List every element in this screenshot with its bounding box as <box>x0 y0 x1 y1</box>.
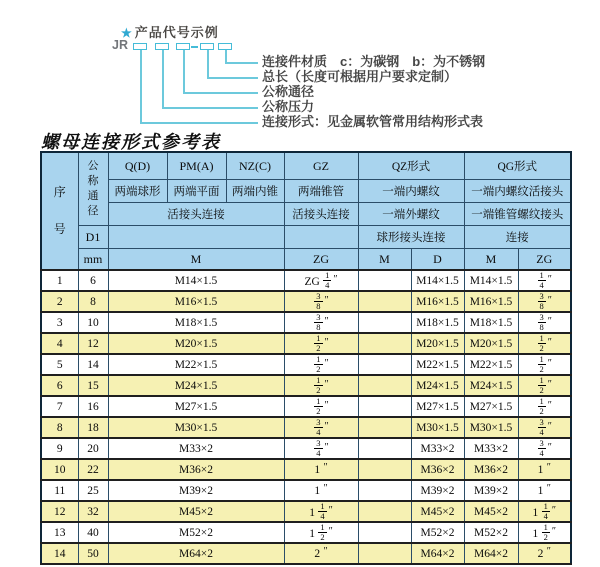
unit-mm: mm <box>78 249 108 271</box>
fraction: $\frac{3}{8}$ <box>316 291 321 311</box>
table-cell: M24×1.5 <box>464 375 518 396</box>
inch-mark: ″ <box>547 316 552 328</box>
col-header-seq-label: 序号 <box>53 184 66 236</box>
table-cell: M45×2 <box>464 501 518 522</box>
inch-mark: ″ <box>323 462 328 474</box>
table-cell: 8 <box>41 417 78 438</box>
table-cell <box>358 333 411 354</box>
table-cell: 1 ″ <box>284 480 358 501</box>
connector-line <box>207 50 209 78</box>
subheader2-qz: 一端外螺纹 <box>358 203 464 226</box>
table-cell: M14×1.5 <box>108 270 284 291</box>
table-cell: 5 <box>41 354 78 375</box>
table-cell <box>518 438 571 459</box>
table-cell: M14×1.5 <box>411 270 464 291</box>
table-cell <box>358 459 411 480</box>
unit-m-qg: M <box>464 249 518 271</box>
table-cell: 4 <box>41 333 78 354</box>
table-row <box>41 480 571 501</box>
table-cell: 2 <box>41 291 78 312</box>
table-cell: M39×2 <box>108 480 284 501</box>
code-prefix: JR <box>112 38 128 52</box>
table-cell: M33×2 <box>411 438 464 459</box>
col-header-qg: QG形式 <box>464 152 571 180</box>
table-cell: M22×1.5 <box>464 354 518 375</box>
unit-m-qz: M <box>358 249 411 271</box>
table-cell: M64×2 <box>108 543 284 564</box>
fraction: $\frac{3}{8}$ <box>316 312 321 332</box>
table-cell <box>284 417 358 438</box>
fraction: $\frac{1}{2}$ <box>539 375 544 395</box>
table-cell: M27×1.5 <box>464 396 518 417</box>
table-cell: 15 <box>78 375 108 396</box>
diagram-label-connection: 连接形式：见金属软管常用结构形式表 <box>262 114 484 129</box>
table-cell: M64×2 <box>411 543 464 564</box>
table-cell: 10 <box>41 459 78 480</box>
table-cell <box>358 480 411 501</box>
diagram-label-pressure: 公称压力 <box>262 99 315 114</box>
table-cell: M52×2 <box>411 522 464 543</box>
table-cell: 32 <box>78 501 108 522</box>
table-cell: 2 ″ <box>518 543 571 564</box>
table-row <box>41 333 571 354</box>
table-row <box>41 522 571 543</box>
subheader-qz: 一端内螺纹 <box>358 180 464 203</box>
table-row <box>41 417 571 438</box>
code-dash <box>191 46 198 48</box>
fraction: $\frac{1}{2}$ <box>539 333 544 353</box>
table-cell: 16 <box>78 396 108 417</box>
inch-mark: ″ <box>547 358 552 370</box>
inch-mark: ″ <box>324 379 329 391</box>
table-cell <box>284 438 358 459</box>
table-row <box>41 270 571 291</box>
table-cell: 3 <box>41 312 78 333</box>
col-header-seq <box>41 152 78 270</box>
col-header-q: Q(D) <box>108 152 167 180</box>
connector-line <box>183 50 185 93</box>
table-row <box>41 312 571 333</box>
table-cell: 1 $\frac{1}{4}$ ″ <box>518 501 571 522</box>
subheader-pm: 两端平面 <box>167 180 226 203</box>
inch-mark: ″ <box>324 337 329 349</box>
table-row <box>41 438 571 459</box>
table-cell <box>358 396 411 417</box>
fraction: $\frac{1}{2}$ <box>320 522 325 542</box>
diagram-heading <box>121 22 219 41</box>
fraction: $\frac{1}{4}$ <box>543 501 548 521</box>
subheader2-qg: 一端锥管螺纹接头 <box>464 203 571 226</box>
subheader-qg: 一端内螺纹活接头 <box>464 180 571 203</box>
unit-d-qz: D <box>411 249 464 271</box>
table-cell: M30×1.5 <box>108 417 284 438</box>
table-title: 螺母连接形式参考表 <box>41 132 221 152</box>
table-cell: 22 <box>78 459 108 480</box>
table-cell: M36×2 <box>411 459 464 480</box>
inch-mark: ″ <box>547 295 552 307</box>
table-cell: M20×1.5 <box>411 333 464 354</box>
table-cell: 40 <box>78 522 108 543</box>
code-box-3 <box>176 43 190 50</box>
table-cell <box>358 543 411 564</box>
table-cell <box>358 438 411 459</box>
conn-type-qg: 连接 <box>464 226 571 249</box>
table-cell: 12 <box>78 333 108 354</box>
col-header-d1: D1 <box>78 226 108 249</box>
table-cell: 9 <box>41 438 78 459</box>
table-cell <box>518 375 571 396</box>
table-cell: M16×1.5 <box>464 291 518 312</box>
table-cell: M30×1.5 <box>411 417 464 438</box>
table-cell: 13 <box>41 522 78 543</box>
code-box-1 <box>133 43 147 50</box>
table-cell: 6 <box>41 375 78 396</box>
table-cell: M45×2 <box>108 501 284 522</box>
table-cell: M16×1.5 <box>108 291 284 312</box>
table-cell: 7 <box>41 396 78 417</box>
table-cell: 25 <box>78 480 108 501</box>
code-box-4 <box>200 43 214 50</box>
table-cell: ZG $\frac{1}{4}$ ″ <box>284 270 358 291</box>
table-cell: M52×2 <box>464 522 518 543</box>
col-header-dn <box>78 152 108 226</box>
table-row <box>41 543 571 564</box>
table-row <box>41 354 571 375</box>
inch-mark: ″ <box>547 442 552 454</box>
inch-mark: ″ <box>328 526 333 538</box>
table-cell: 50 <box>78 543 108 564</box>
inch-mark: ″ <box>546 483 551 495</box>
table-cell <box>518 312 571 333</box>
table-row <box>41 375 571 396</box>
table-cell: M39×2 <box>464 480 518 501</box>
table-cell: M22×1.5 <box>108 354 284 375</box>
subheader-nz: 两端内锥 <box>226 180 284 203</box>
table-cell <box>518 417 571 438</box>
table-cell <box>518 291 571 312</box>
table-cell: M16×1.5 <box>411 291 464 312</box>
star-icon: ★ <box>121 26 133 40</box>
fraction: $\frac{1}{2}$ <box>316 396 321 416</box>
inch-mark: ″ <box>323 546 328 558</box>
diagram-label-material: 连接件材质 c：为碳钢 b：为不锈钢 <box>262 54 486 69</box>
table-cell: M18×1.5 <box>411 312 464 333</box>
fraction: $\frac{3}{8}$ <box>539 291 544 311</box>
diagram-label-diameter: 公称通径 <box>262 84 315 99</box>
table-cell: 1 <box>41 270 78 291</box>
table-cell <box>518 396 571 417</box>
table-cell <box>358 312 411 333</box>
table-cell <box>518 270 571 291</box>
connector-line <box>225 62 258 64</box>
code-box-2 <box>155 43 169 50</box>
table-cell: 8 <box>78 291 108 312</box>
table-cell: M20×1.5 <box>108 333 284 354</box>
table-cell <box>284 375 358 396</box>
table-row <box>41 291 571 312</box>
table-cell: M20×1.5 <box>464 333 518 354</box>
table-cell: M64×2 <box>464 543 518 564</box>
connector-line <box>207 77 258 79</box>
table-cell: 1 $\frac{1}{2}$ ″ <box>518 522 571 543</box>
table-cell: 18 <box>78 417 108 438</box>
col-header-qz: QZ形式 <box>358 152 464 180</box>
inch-mark: ″ <box>333 274 338 286</box>
diagram-heading-text: 产品代号示例 <box>134 25 219 40</box>
subheader-gz: 两端锥管 <box>284 180 358 203</box>
fraction: $\frac{3}{8}$ <box>539 312 544 332</box>
inch-mark: ″ <box>547 337 552 349</box>
table-cell: 1 ″ <box>284 459 358 480</box>
fraction: $\frac{3}{4}$ <box>316 438 321 458</box>
table-cell <box>284 333 358 354</box>
inch-mark: ″ <box>547 274 552 286</box>
inch-mark: ″ <box>547 379 552 391</box>
table-cell: 11 <box>41 480 78 501</box>
conn-type-gz: 活接头连接 <box>284 203 358 226</box>
inch-mark: ″ <box>324 400 329 412</box>
inch-mark: ″ <box>328 505 333 517</box>
col-header-dn-label: 公称通径 <box>87 160 99 217</box>
table-cell: M14×1.5 <box>464 270 518 291</box>
fraction: $\frac{1}{4}$ <box>320 501 325 521</box>
inch-mark: ″ <box>324 442 329 454</box>
table-cell: M30×1.5 <box>464 417 518 438</box>
connector-line <box>183 92 258 94</box>
empty-cell <box>108 226 284 249</box>
fraction: $\frac{1}{4}$ <box>539 270 544 290</box>
unit-zg-gz: ZG <box>284 249 358 271</box>
table-cell: M52×2 <box>108 522 284 543</box>
conn-type-qpmnz: 活接头连接 <box>108 203 284 226</box>
fraction: $\frac{1}{4}$ <box>325 270 330 290</box>
table-cell <box>284 396 358 417</box>
table-cell: 14 <box>78 354 108 375</box>
table-cell <box>284 354 358 375</box>
fraction: $\frac{3}{4}$ <box>316 417 321 437</box>
connector-line <box>140 50 142 123</box>
table-cell: M18×1.5 <box>464 312 518 333</box>
col-header-pm: PM(A) <box>167 152 226 180</box>
table-cell: 20 <box>78 438 108 459</box>
table-cell: 1 $\frac{1}{2}$ ″ <box>284 522 358 543</box>
table-cell: 1 ″ <box>518 480 571 501</box>
connector-line <box>162 50 164 108</box>
table-cell: 14 <box>41 543 78 564</box>
inch-mark: ″ <box>551 505 556 517</box>
col-header-nz: NZ(C) <box>226 152 284 180</box>
connector-line <box>140 122 258 124</box>
unit-zg-qg: ZG <box>518 249 571 271</box>
table-cell: M24×1.5 <box>411 375 464 396</box>
table-cell <box>518 354 571 375</box>
table-header <box>41 152 571 270</box>
table-cell: M45×2 <box>411 501 464 522</box>
inch-mark: ″ <box>324 316 329 328</box>
nut-connection-table <box>40 151 572 565</box>
table-cell: M36×2 <box>464 459 518 480</box>
table-cell <box>358 354 411 375</box>
table-cell: M18×1.5 <box>108 312 284 333</box>
table-cell: 1 ″ <box>518 459 571 480</box>
inch-mark: ″ <box>324 295 329 307</box>
unit-m-qpmnz: M <box>108 249 284 271</box>
table-cell <box>358 501 411 522</box>
product-code-diagram <box>0 0 600 130</box>
table-row <box>41 501 571 522</box>
conn-type-qz: 球形接头连接 <box>358 226 464 249</box>
empty-cell <box>284 226 358 249</box>
fraction: $\frac{1}{2}$ <box>539 396 544 416</box>
table-cell <box>284 312 358 333</box>
table-cell <box>358 417 411 438</box>
table-row <box>41 396 571 417</box>
fraction: $\frac{1}{2}$ <box>316 333 321 353</box>
fraction: $\frac{1}{2}$ <box>316 354 321 374</box>
table-cell: M33×2 <box>464 438 518 459</box>
table-cell: M24×1.5 <box>108 375 284 396</box>
fraction: $\frac{1}{2}$ <box>543 522 548 542</box>
inch-mark: ″ <box>547 421 552 433</box>
table-cell <box>358 291 411 312</box>
table-body <box>41 270 571 564</box>
subheader-q: 两端球形 <box>108 180 167 203</box>
table-cell: 1 $\frac{1}{4}$ ″ <box>284 501 358 522</box>
table-cell: M27×1.5 <box>108 396 284 417</box>
inch-mark: ″ <box>323 483 328 495</box>
diagram-label-length: 总长（长度可根据用户要求定制） <box>262 69 458 84</box>
connector-line <box>162 107 258 109</box>
table-cell: 10 <box>78 312 108 333</box>
fraction: $\frac{1}{2}$ <box>316 375 321 395</box>
table-row <box>41 459 571 480</box>
fraction: $\frac{1}{2}$ <box>539 354 544 374</box>
code-box-5 <box>218 43 232 50</box>
inch-mark: ″ <box>324 421 329 433</box>
table-cell <box>358 522 411 543</box>
table-cell: 6 <box>78 270 108 291</box>
table-cell <box>518 333 571 354</box>
table-cell: M33×2 <box>108 438 284 459</box>
inch-mark: ″ <box>547 400 552 412</box>
inch-mark: ″ <box>551 526 556 538</box>
table-cell <box>358 270 411 291</box>
inch-mark: ″ <box>324 358 329 370</box>
table-cell <box>284 291 358 312</box>
table-cell: 2 ″ <box>284 543 358 564</box>
fraction: $\frac{3}{4}$ <box>539 417 544 437</box>
table-cell: M27×1.5 <box>411 396 464 417</box>
table-cell: M22×1.5 <box>411 354 464 375</box>
table-cell: M36×2 <box>108 459 284 480</box>
fraction: $\frac{3}{4}$ <box>539 438 544 458</box>
table-cell <box>358 375 411 396</box>
inch-mark: ″ <box>546 546 551 558</box>
table-cell: M39×2 <box>411 480 464 501</box>
col-header-gz: GZ <box>284 152 358 180</box>
inch-mark: ″ <box>546 462 551 474</box>
table-cell: 12 <box>41 501 78 522</box>
